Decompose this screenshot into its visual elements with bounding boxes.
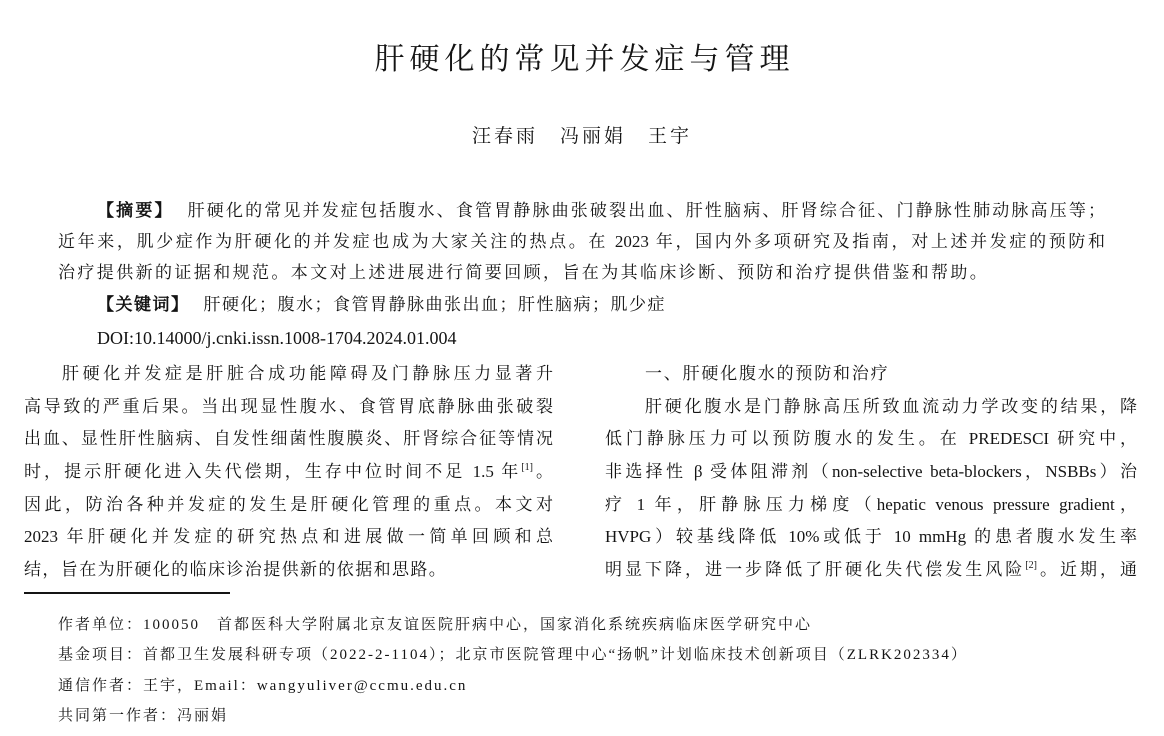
abstract-line (58, 195, 1105, 226)
body-line (24, 456, 553, 489)
body-line: 肝硬化并发症是肝脏合成功能障碍及门静脉压力显著升 (62, 364, 553, 383)
author-list (0, 124, 1164, 150)
author-name: 王宇 (648, 126, 693, 147)
body-line: 高导致的严重后果。当出现显性腹水、食管胃底静脉曲张破裂 (24, 396, 553, 416)
footnote-value: 首都卫生发展科研专项（2022-2-1104）；北京市医院管理中心“扬帆”计划临床技术创新项目（ZLRK202334） (143, 647, 968, 664)
abstract-label: 【摘要】 (97, 200, 174, 220)
body-text: 。近期，通 (1036, 560, 1138, 580)
section-heading: 一、肝硬化腹水的预防和治疗 (645, 364, 890, 383)
body-line: 肝硬化腹水是门静脉高压所致血流动力学改变的结果，降 (645, 396, 1137, 416)
body-line: 因此，防治各种并发症的发生是肝硬化管理的重点。本文对 (24, 494, 553, 514)
body-line: 结，旨在为肝硬化的临床诊治提供新的依据和思路。 (24, 560, 448, 580)
body-text: 时，提示肝硬化进入失代偿期，生存中位时间不足 1.5 年 (24, 462, 522, 482)
body-line: HVPG）较基线降低 10%或低于 10 mmHg 的患者腹水发生率 (605, 527, 1137, 547)
footnote-label: 基金项目： (58, 647, 144, 664)
citation-ref: [2] (1025, 560, 1037, 572)
footnote-corresponding-author (58, 671, 1138, 701)
abstract-line (58, 226, 1105, 257)
body-line: 低门静脉压力可以预防腹水的发生。在 PREDESCI 研究中， (605, 429, 1137, 449)
footnote-divider (24, 592, 230, 594)
body-line: 非选择性 β 受体阻滞剂（non-selective beta-blockers，NSBBs）治 (605, 462, 1137, 482)
keywords-text: 肝硬化；腹水；食管胃静脉曲张出血；肝性脑病；肌少症 (203, 295, 666, 314)
footnotes (58, 610, 1138, 731)
footnote-value: 冯丽娟 (177, 707, 229, 724)
footnote-label: 作者单位： (58, 617, 144, 633)
left-column (24, 358, 553, 587)
abstract-text: 肝硬化的常见并发症包括腹水、食管胃静脉曲张破裂出血、肝性脑病、肝肾综合征、门静脉性肺动脉高压等； (187, 200, 1106, 220)
abstract-text: 近年来，肌少症作为肝硬化的并发症也成为大家关注的热点。在 2023 年，国内外多项研究及指南，对上述并发症的预防和 (58, 231, 1105, 251)
body-text: 明显下降，进一步降低了肝硬化失代偿发生风险 (605, 560, 1026, 580)
footnote-value: 100050 首都医科大学附属北京友谊医院肝病中心，国家消化系统疾病临床医学研究中心 (143, 617, 813, 633)
body-line: 疗 1 年，肝静脉压力梯度（hepatic venous pressure gradient， (605, 494, 1137, 514)
footnote-affiliation (58, 610, 1138, 640)
footnote-label: 共同第一作者： (58, 707, 178, 724)
keywords (97, 289, 666, 321)
footnote-funding (58, 640, 1138, 670)
citation-ref: [1] (521, 462, 533, 474)
author-name: 汪春雨 (471, 126, 538, 147)
author-name: 冯丽娟 (559, 126, 626, 147)
abstract-text: 治疗提供新的证据和规范。本文对上述进展进行简要回顾，旨在为其临床诊断、预防和治疗提供借鉴和帮助。 (58, 262, 990, 282)
keywords-label: 【关键词】 (97, 295, 190, 314)
body-text: 。 (532, 462, 554, 482)
footnote-label: 通信作者： (58, 677, 144, 694)
abstract-line (58, 257, 1105, 288)
footnote-co-first-author (58, 701, 1138, 731)
body-line: 2023 年肝硬化并发症的研究热点和进展做一简单回顾和总 (24, 527, 553, 547)
body-line (605, 554, 1137, 587)
paper-title: 肝硬化的常见并发症与管理 (374, 43, 795, 76)
abstract (58, 195, 1105, 288)
footnote-value: 王宇，Email：wangyuliver@ccmu.edu.cn (143, 677, 468, 694)
body-line: 出血、显性肝性脑病、自发性细菌性腹膜炎、肝肾综合征等情况 (24, 429, 553, 449)
right-column (605, 358, 1137, 587)
doi: DOI:10.14000/j.cnki.issn.1008-1704.2024.01.004 (97, 328, 457, 348)
